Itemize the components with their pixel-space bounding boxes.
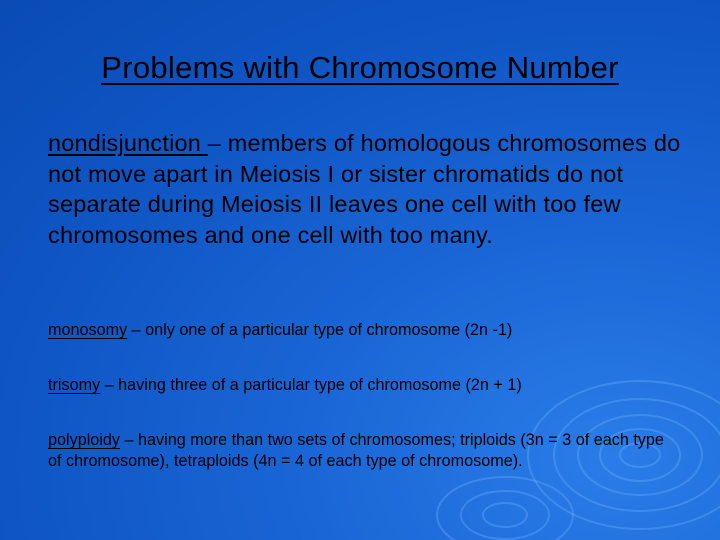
- definition-polyploidy: – having more than two sets of chromosomes; triploids (3n = 3 of each type of chromosome), tetraploids (4n = 4 of each type of chromosome).: [48, 431, 664, 470]
- bullet-polyploidy: [48, 430, 678, 471]
- bullet-nondisjunction: [48, 128, 698, 250]
- term-monosomy: monosomy: [48, 321, 128, 339]
- bullet-trisomy: [48, 375, 698, 396]
- term-trisomy: trisomy: [48, 376, 101, 394]
- term-nondisjunction: nondisjunction: [48, 130, 208, 156]
- bullet-monosomy: [48, 320, 698, 341]
- definition-monosomy: – only one of a particular type of chromosome (2n -1): [127, 321, 513, 339]
- term-polyploidy: polyploidy: [48, 431, 120, 449]
- definition-trisomy: – having three of a particular type of chromosome (2n + 1): [100, 376, 522, 394]
- slide-title: Problems with Chromosome Number: [101, 50, 619, 85]
- definition-nondisjunction: – members of homologous chromosomes do not move apart in Meiosis I or sister chromatids do not separate during Meiosis II leaves one cell with too few chromosomes and one cell with too many.: [48, 130, 681, 248]
